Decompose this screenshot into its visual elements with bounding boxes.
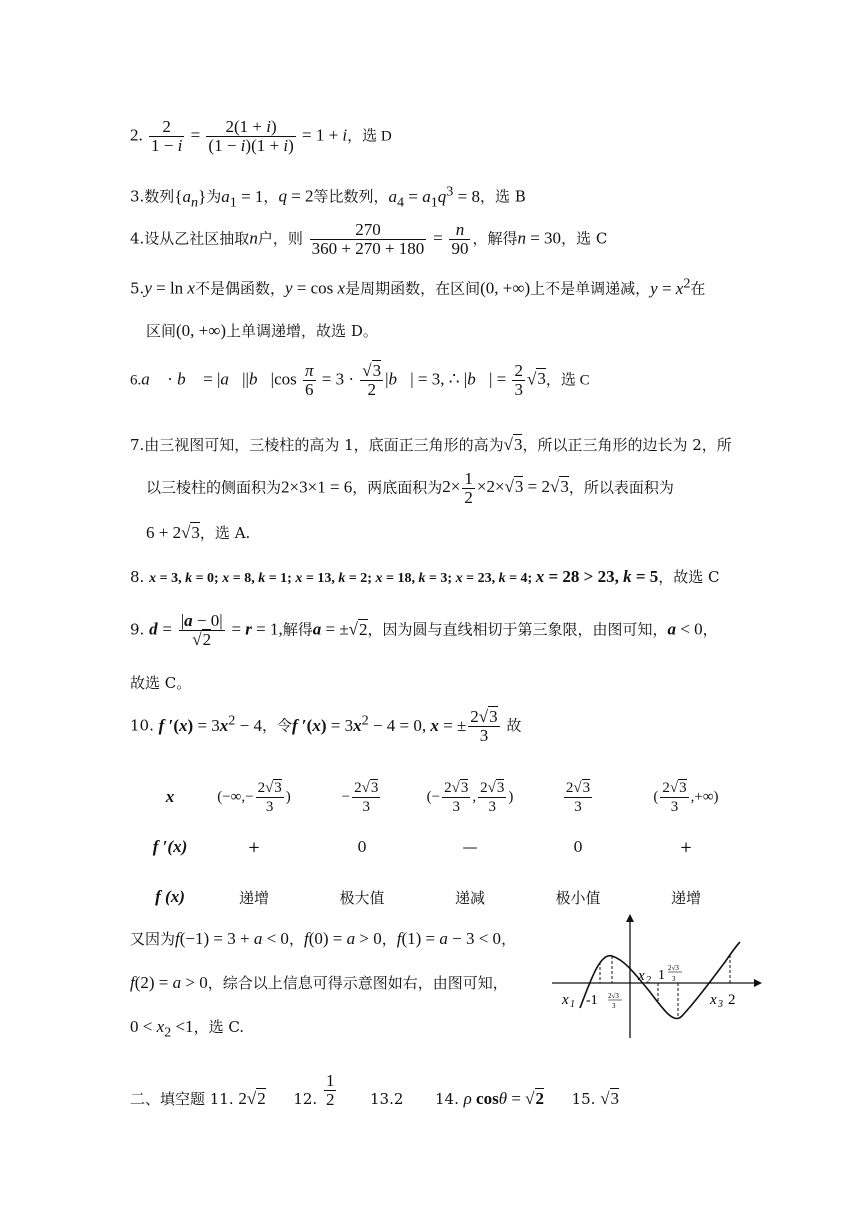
choice-text: ，选 B bbox=[479, 187, 526, 206]
answer-5-line2: 区间(0, +∞)上单调递增，故选 D。 bbox=[146, 321, 378, 340]
q-text: 上不是单调递减， bbox=[530, 279, 651, 298]
answer-14: ρ cosθ = √2 bbox=[463, 1089, 544, 1108]
choice-text: ，选 D bbox=[347, 128, 392, 145]
q-text: 是周期函数，在区间 bbox=[345, 279, 481, 298]
table-cell: + bbox=[679, 838, 693, 856]
answer-10-cont-line2: f(2) = a > 0，综合以上信息可得示意图如右，由图可知， bbox=[130, 973, 508, 992]
q-text: ，所以表面积为 bbox=[568, 478, 674, 497]
answer-10-cont-line3: $0 < x_2 <1$，选 C. bbox=[130, 1017, 245, 1041]
answer-3: 3.数列$\{a_n\}$为$a_1 = 1$，q = 2等比数列，$a_4 = a_1q^3 = 8$，选 B bbox=[130, 183, 526, 211]
answer-10: 10. f $'(x) = 3x^2 - 4$，令f $'(x) = 3x^2 - 4 = 0$, x = ± $\frac{2√3}{3}$ 故 bbox=[130, 707, 522, 745]
q-number: 12. bbox=[293, 1090, 318, 1108]
row-header: x bbox=[165, 787, 175, 806]
q-text: ， bbox=[263, 187, 279, 206]
q-text: ，综合以上信息可得示意图如右，由图可知， bbox=[207, 974, 508, 992]
table-cell: 递增 bbox=[238, 888, 269, 907]
answer-5-line1: 5.y = ln x不是偶函数，y = cos x是周期函数，在区间(0, +∞)上不是单调递减，$y = x^2$在 bbox=[130, 275, 706, 298]
svg-text:1: 1 bbox=[658, 968, 665, 983]
svg-text:x: x bbox=[562, 992, 569, 1008]
section-heading: 二、填空题 11. bbox=[130, 1090, 234, 1108]
answer-7-line1: 7.由三视图可知，三棱柱的高为 1，底面正三角形的高为√3，所以正三角形的边长为 2，所 bbox=[130, 435, 732, 454]
answer-7-line3: 6 + 2√3，选 A. bbox=[146, 523, 251, 542]
fraction: $\frac{\pi}{6}$ bbox=[305, 361, 314, 399]
q-text: ，所以正三角形的边长为 2，所 bbox=[522, 436, 732, 454]
q-number: 14. bbox=[434, 1090, 459, 1108]
svg-text:2: 2 bbox=[646, 975, 651, 986]
table-cell: 0 bbox=[357, 838, 367, 856]
svg-text:2√3: 2√3 bbox=[668, 964, 679, 972]
svg-text:1: 1 bbox=[570, 999, 575, 1010]
q-text: ，选 C. bbox=[193, 1018, 245, 1036]
table-cell: $\frac{2√3}{3}$ bbox=[565, 779, 591, 815]
q-text: 3.数列 bbox=[130, 187, 175, 206]
answer-13: 13.2 bbox=[370, 1090, 404, 1108]
table-cell: 递减 bbox=[454, 888, 485, 907]
fill-in-answers bbox=[130, 1072, 619, 1109]
q-text: 5. bbox=[130, 279, 145, 298]
answer-9-line2 bbox=[130, 672, 191, 693]
monotonicity-table bbox=[140, 772, 740, 922]
table-cell: ( $\frac{2√3}{3}$ ,+∞) bbox=[653, 779, 719, 815]
q-number: 10. bbox=[130, 716, 154, 735]
answer-2: 2. $\frac{2}{1 - i}$ = $\frac{2(1 + i)}{(1 - i)(1 + i)}$ = 1 + i，选 D bbox=[130, 117, 392, 155]
svg-text:3: 3 bbox=[612, 1002, 616, 1010]
q-text: ， bbox=[381, 930, 397, 948]
q-text: 区间 bbox=[146, 322, 177, 340]
row-header: f ′(x) bbox=[152, 837, 188, 856]
q-text: 故 bbox=[506, 716, 522, 735]
q-text: 4.设从乙社区抽取 bbox=[130, 229, 250, 248]
table-cell: 极大值 bbox=[339, 888, 385, 907]
table-cell: 0 bbox=[573, 838, 583, 856]
table-cell: − $\frac{2√3}{3}$ bbox=[341, 779, 379, 815]
q-text: 为 bbox=[206, 187, 222, 206]
q-text: 7.由三视图可知，三棱柱的高为 1，底面正三角形的高为 bbox=[130, 436, 504, 454]
answer-7-line2: 以三棱柱的侧面积为2×3×1 = 6，两底面积为2× $\frac{1}{2}$ ×2×√3 = 2√3，所以表面积为 bbox=[146, 469, 674, 507]
q-text: ，因为圆与直线相切于第三象限，由图可知， bbox=[367, 620, 668, 639]
svg-text:3: 3 bbox=[718, 999, 723, 1010]
table-row-x bbox=[140, 772, 740, 822]
svg-text:3: 3 bbox=[672, 975, 676, 983]
answer-4: 4.设从乙社区抽取n户，则 $\frac{270}{360 + 270 + 180}$ = $\frac{n}{90}$ ，解得n = 30，选 C bbox=[130, 220, 608, 258]
q-text: 在 bbox=[690, 279, 706, 298]
answer-6: 6.a⃗ · b⃗ = |a⃗||b⃗|cos $\frac{\pi}{6}$ = 3 · $\frac{√3}{2}$ |b⃗| = 3, ∴ |b⃗| = $\frac{2}{3}$ √3，选 C bbox=[130, 361, 590, 399]
q-number: 6. bbox=[130, 372, 142, 389]
fraction: $\frac{270}{360 + 270 + 180}$ bbox=[311, 220, 425, 258]
svg-text:x: x bbox=[638, 968, 645, 984]
answer-12: $\frac{1}{2}$ bbox=[325, 1071, 335, 1109]
answer-15: √3 bbox=[600, 1089, 620, 1108]
function-sketch bbox=[550, 912, 764, 1048]
q-text: 以三棱柱的侧面积为 bbox=[146, 478, 282, 497]
table-cell: — bbox=[462, 838, 478, 856]
fraction: $\frac{√3}{2}$ bbox=[362, 361, 382, 399]
q-text: 户，则 bbox=[257, 229, 303, 248]
q-text: ，选 A. bbox=[199, 524, 251, 542]
answer-10-cont-line1: 又因为f(−1) = 3 + a < 0，f(0) = a > 0，f(1) = a − 3 < 0， bbox=[130, 929, 517, 948]
row-header: f (x) bbox=[155, 887, 185, 906]
q-text: ，两底面积为 bbox=[352, 478, 443, 497]
q-text: 故选 C。 bbox=[130, 674, 192, 692]
q-number: 2. bbox=[130, 125, 143, 145]
q-text: 不是偶函数， bbox=[194, 279, 285, 298]
svg-text:2√3: 2√3 bbox=[608, 992, 619, 1000]
q-text: 解得 bbox=[282, 620, 313, 639]
fraction: $\frac{2}{1 - i}$ bbox=[151, 117, 183, 155]
svg-text:-1: -1 bbox=[586, 993, 598, 1008]
svg-text:x: x bbox=[710, 992, 717, 1008]
choice-text: ，选 C bbox=[545, 372, 590, 389]
fraction: $\frac{|a - 0|}{√2}$ bbox=[180, 611, 223, 649]
answer-8: 8. x = 3, k = 0; x = 8, k = 1; x = 13, k = 2; x = 18, k = 3; x = 23, k = 4; x = 28 > 23, k = 5，故选 C bbox=[130, 567, 720, 586]
answer-11: 2√2 bbox=[238, 1089, 266, 1108]
fraction: $\frac{2}{3}$ bbox=[514, 361, 523, 399]
fraction: $\frac{2(1 + i)}{(1 - i)(1 + i)}$ bbox=[208, 117, 294, 155]
table-cell: (−∞,− $\frac{2√3}{3}$ ) bbox=[217, 779, 291, 815]
q-number: 15. bbox=[571, 1090, 596, 1108]
q-text: ， bbox=[288, 930, 304, 948]
table-cell: 递增 bbox=[670, 888, 701, 907]
answer-9-line1: 9. d = $\frac{|a - 0|}{√2}$ = r = 1,解得a = ±√2，因为圆与直线相切于第三象限，由图可知，a < 0， bbox=[130, 611, 718, 649]
fraction: $\frac{n}{90}$ bbox=[451, 220, 469, 258]
choice-text: ，故选 C bbox=[658, 568, 720, 586]
table-cell: + bbox=[247, 838, 261, 856]
table-cell: (− $\frac{2√3}{3}$ , $\frac{2√3}{3}$ ) bbox=[426, 779, 514, 815]
q-number: 9. bbox=[130, 620, 145, 639]
q-text: 上单调递增，故选 D。 bbox=[226, 322, 378, 340]
table-cell: 极小值 bbox=[555, 888, 601, 907]
choice-text: ，选 C bbox=[561, 229, 608, 248]
q-number: 8. bbox=[130, 568, 145, 586]
q-text: ，令 bbox=[261, 716, 292, 735]
svg-text:2: 2 bbox=[728, 992, 736, 1008]
table-row-fprime bbox=[140, 822, 740, 872]
q-text: ，解得 bbox=[472, 229, 518, 248]
q-text: 等比数列， bbox=[313, 187, 389, 206]
q-text: 又因为 bbox=[130, 930, 176, 948]
